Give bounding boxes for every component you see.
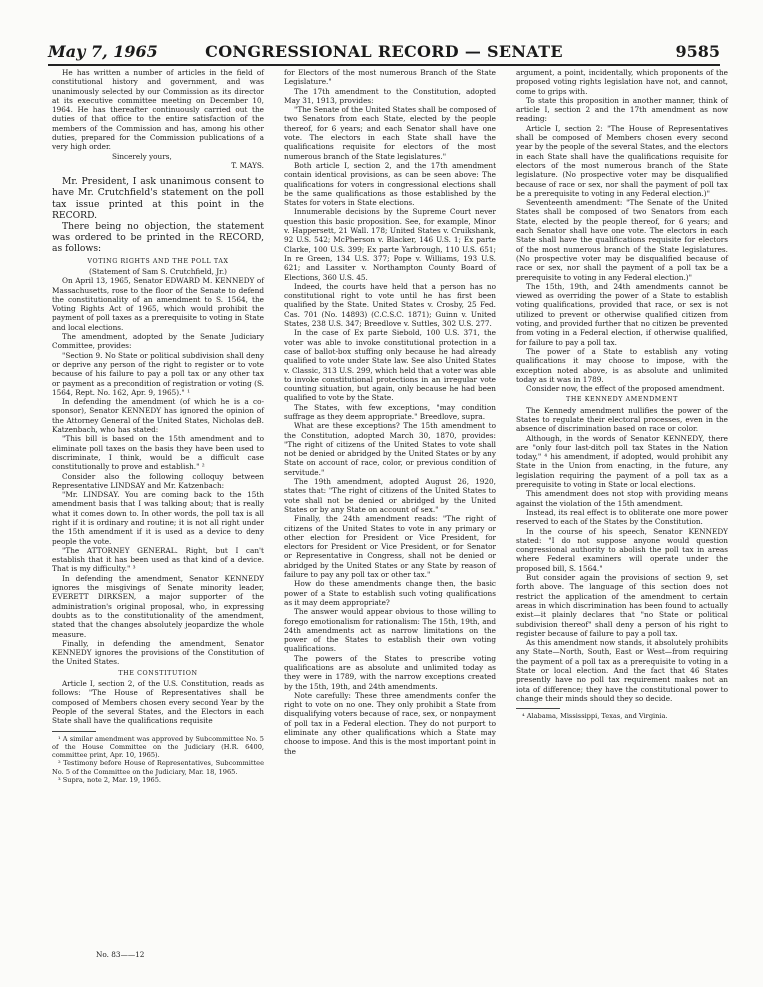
footnote: ² Testimony before House of Representatives, Subcommittee No. 5 of the Committee on the Judiciary, Mar. 18, 1965. bbox=[52, 759, 264, 776]
paragraph: Consider also the following colloquy between Representative LINDSAY and Mr. Katzenbach: bbox=[52, 471, 264, 490]
section-heading: THE KENNEDY AMENDMENT bbox=[566, 396, 678, 404]
footnote-rule bbox=[52, 731, 96, 732]
paragraph: In the course of his speech, Senator KENNEDY stated: "I do not suppose anyone would question congressional authority to abolish the poll tax in areas where Federal examiners will operate under the proposed bill, S. 1564." bbox=[516, 526, 728, 573]
column-1 bbox=[52, 68, 264, 784]
paragraph: Mr. President, I ask unanimous consent to have Mr. Crutchfield's statement on the poll tax issue printed at this point in the RECORD. bbox=[52, 176, 264, 221]
paragraph: Finally, in defending the amendment, Senator KENNEDY ignores the provisions of the Constitution of the United States. bbox=[52, 638, 264, 667]
header-date: May 7, 1965 bbox=[48, 42, 158, 61]
paragraph: Although, in the words of Senator KENNEDY, there are "only four last-ditch poll tax States in the Nation today," ⁴ his amendment, if adopted, would prohibit any State in the Union from enacting, in the future, any legislation requiring the payment of a poll tax as a prerequisite to voting in State or local elections. bbox=[516, 433, 728, 490]
footnote-rule bbox=[516, 708, 560, 709]
paragraph: On April 13, 1965, Senator EDWARD M. KENNEDY of Massachusetts, rose to the floor of the Senate to defend the constitutionality of an amendment to S. 1564, the Voting Rights Act of 1965, which would prohibit the payment of poll taxes as a prerequisite to voting in State and local elections. bbox=[52, 276, 264, 332]
quote: "Section 9. No State or political subdivision shall deny or deprive any person of the right to register or to vote because of his failure to pay a poll tax or any other tax or payment as a precondition of registration or voting (S. 1564, Rept. No. 162, Apr. 9, 1965)." ¹ bbox=[52, 350, 264, 397]
closing: Sincerely yours, bbox=[112, 151, 172, 161]
page-header bbox=[48, 40, 720, 66]
quote: "The ATTORNEY GENERAL. Right, but I can't establish that it has been used as that kind of a device. That is my difficulty." ³ bbox=[52, 545, 264, 574]
issue-slug: No. 83——12 bbox=[96, 950, 145, 959]
paragraph: The answer would appear obvious to those willing to forego emotionalism for rationalism: The 15th, 19th, and 24th amendments act as narrow limitations on the power of the States to establish their own voting qualifications. bbox=[284, 607, 496, 654]
section-heading: VOTING RIGHTS AND THE POLL TAX bbox=[87, 257, 229, 265]
paragraph: How do these amendments change then, the basic power of a State to establish such voting qualifications as it may deem appropriate? bbox=[284, 579, 496, 607]
paragraph: He has written a number of articles in the field of constitutional history and government, and was unanimously selected by our Commission as its director at its executive committee meeting on December 10, 1964. He has thereafter continuously carried out the duties of that office to the entire satisfaction of the members of the Commission and has, among his other duties, prepared for the Commission publications of a very high order. bbox=[52, 68, 264, 152]
paragraph: The power of a State to establish any voting qualifications it may choose to impose, with the exception noted above, is as absolute and unlimited today as it was in 1789. bbox=[516, 346, 728, 384]
paragraph: The 15th, 19th, and 24th amendments cannot be viewed as overriding the power of a State to establish voting qualifications, provided that race, or sex is not utilized to prevent or otherwise qualified citizen from voting, and provided further that no citizen be prevented from voting in a Federal election, if otherwise qualified, for failure to pay a poll tax. bbox=[516, 281, 728, 347]
column-2 bbox=[284, 68, 496, 756]
section-heading: THE CONSTITUTION bbox=[118, 669, 198, 677]
footnote: ⁴ Alabama, Mississippi, Texas, and Virginia. bbox=[522, 712, 668, 721]
quote: "This bill is based on the 15th amendment and to eliminate poll taxes on the basis they have been used to discriminate, I think, would be a difficult case constitutionally to prove and establish." ² bbox=[52, 434, 264, 472]
paragraph: But consider again the provisions of section 9, set forth above. The language of this section does not restrict the application of the amendment to certain areas in which discrimination has been found to actually exist—it plainly declares that "no State or political subdivision thereof" shall deny a person of his right to register because of failure to pay a poll tax. bbox=[516, 573, 728, 638]
paragraph: The 19th amendment, adopted August 26, 1920, states that: "The right of citizens of the United States to vote shall not be denied or abridged by the United States or by any State on account of sex." bbox=[284, 477, 496, 514]
signature: T. MAYS. bbox=[231, 160, 264, 170]
section-subheading: (Statement of Sam S. Crutchfield, Jr.) bbox=[88, 266, 228, 276]
paragraph: for Electors of the most numerous Branch of the State Legislature." bbox=[284, 68, 496, 87]
paragraph: This amendment does not stop with providing means against the violation of the 15th amendment. bbox=[516, 489, 728, 508]
paragraph: argument, a point, incidentally, which proponents of the proposed voting rights legislation have not, and cannot, come to grips with. bbox=[516, 68, 728, 96]
paragraph: In the case of Ex parte Siebold, 100 U.S. 371, the voter was able to invoke constitutional protection in a case of ballot-box stuffing only because he had already qualified to vote under State law. See also United States v. Classic, 313 U.S. 299, which held that a voter was able to invoke constitutional protections in an irregular vote counting situation, but again, only because he had been qualified to vote by the State. bbox=[284, 328, 496, 403]
paragraph: What are these exceptions? The 15th amendment to the Constitution, adopted March 30, 1870, provides: "The right of citizens of the United States to vote shall not be denied or abridged by the United States or by any State on account of race, color, or previous condition of servitude." bbox=[284, 421, 496, 477]
paragraph: In defending the amendment (of which he is a co-sponsor), Senator KENNEDY has ignored the opinion of the Attorney General of the United States, Nicholas deB. Katzenbach, who has stated: bbox=[52, 397, 264, 435]
paragraph: Both article I, section 2, and the 17th amendment contain identical provisions, as can be seen above: The qualifications for voters in congressional elections shall be the same qualifications as those established by the States for voters in State elections. bbox=[284, 160, 496, 208]
paragraph: There being no objection, the statement was ordered to be printed in the RECORD, as follows: bbox=[52, 221, 264, 255]
paragraph: The Kennedy amendment nullifies the power of the States to regulate their electoral processes, even in the absence of discrimination based on race or color. bbox=[516, 405, 728, 434]
paragraph: The 17th amendment to the Constitution, adopted May 31, 1913, provides: bbox=[284, 86, 496, 105]
footnote: ³ Supra, note 2, Mar. 19, 1965. bbox=[58, 776, 162, 785]
header-title: CONGRESSIONAL RECORD — SENATE bbox=[205, 42, 563, 61]
page-number: 9585 bbox=[675, 42, 720, 61]
paragraph: Indeed, the courts have held that a person has no constitutional right to vote until he has first been qualified by the State. United States v. Crosby, 25 Fed. Cas. 701 (No. 14893) (C.C.S.C. 1871); Guinn v. United States, 238 U.S. 347; Breedlove v. Suttles, 302 U.S. 277. bbox=[284, 281, 496, 329]
paragraph: As this amendment now stands, it absolutely prohibits any State—North, South, East or West—from requiring the payment of a poll tax as a prerequisite to voting in a State or local election. And the fact that 46 States presently have no poll tax requirement makes not an iota of difference; they have the constitutional power to change their minds should they so decide. bbox=[516, 638, 728, 703]
column-3 bbox=[516, 68, 728, 720]
paragraph: The amendment, adopted by the Senate Judiciary Committee, provides: bbox=[52, 332, 264, 351]
footnote: ¹ A similar amendment was approved by Subcommittee No. 5 of the House Committee on the Judiciary (H.R. 6400, committee print, Apr. 10, 1965). bbox=[52, 734, 264, 760]
paragraph: Finally, the 24th amendment reads: "The right of citizens of the United States to vote in any primary or other election for President or Vice President, for electors for President or Vice President, or for Senator or Representative in Congress, shall not be denied or abridged by the United States or any State by reason of failure to pay any poll tax or other tax." bbox=[284, 514, 496, 580]
quote: Article I, section 2: "The House of Representatives shall be composed of Members chosen every second year by the people of the several States, and the electors in each State shall have the qualifications requisite for electors of the most numerous branch of the State legislature. (No prospective voter may be disqualified because of race or sex, nor shall the payment of poll tax be a prerequisite to voting in any Federal election.)" bbox=[516, 123, 728, 198]
paragraph: The powers of the States to prescribe voting qualifications are as absolute and unlimited today as they were in 1789, with the narrow exceptions created by the 15th, 19th, and 24th amendments. bbox=[284, 653, 496, 691]
paragraph: In defending the amendment, Senator KENNEDY ignores the misgivings of Senate minority leader, EVERETT DIRKSEN, a major supporter of the administration's original proposal, who, in expressing doubts as to the constitutionality of the amendment, stated that the changes absolutely jeopardize the whole measure. bbox=[52, 573, 264, 639]
paragraph: Article I, section 2, of the U.S. Constitution, reads as follows: "The House of Representatives shall be composed of Members chosen every second Year by the People of the several States, and the Electors in each State shall have the qualifications requisite bbox=[52, 679, 264, 726]
paragraph: Consider now, the effect of the proposed amendment. bbox=[526, 384, 725, 394]
paragraph: To state this proposition in another manner, think of article I, section 2 and the 17th amendment as now reading: bbox=[516, 95, 728, 124]
quote: Seventeenth amendment: "The Senate of the United States shall be composed of two Senators from each State, elected by the people thereof, for 6 years; and each Senator shall have one vote. The electors in each State shall have the qualifications requisite for electors of the most numerous branch of the State legislatures. (No prospective voter may be disqualified because of race or sex, nor shall the payment of a poll tax be a prerequisite to voting in any Federal election.)" bbox=[516, 198, 728, 282]
paragraph: Note carefully: These three amendments confer the right to vote on no one. They only prohibit a State from disqualifying voters because of race, sex, or nonpayment of poll tax in a Federal election. They do not purport to eliminate any other qualifications which a State may choose to impose. And this is the most important point in the bbox=[284, 690, 497, 756]
paragraph: The States, with few exceptions, "may condition suffrage as they deem appropriate." Breedlove, supra. bbox=[284, 402, 496, 421]
quote: "Mr. LINDSAY. You are coming back to the 15th amendment basis that I was talking about; that is really what it comes down to. In other words, the poll tax is all right if it is ordinary and routine; it is not all right under the 15th amendment if it is used as a device to deny people the vote. bbox=[52, 490, 264, 546]
paragraph: Instead, its real effect is to obliterate one more power reserved to each of the States by the Constitution. bbox=[516, 507, 728, 527]
quote: "The Senate of the United States shall be composed of two Senators from each State, elected by the people thereof, for 6 years; and each Senator shall have one vote. The electors in each State shall have the qualifications requisite for electors of the most numerous branch of the State legislatures." bbox=[284, 105, 496, 161]
paragraph: Innumerable decisions by the Supreme Court never question this basic proposition. See, for example, Minor v. Happersett, 21 Wall. 178; United States v. Cruikshank, 92 U.S. 542; McPherson v. Blacker, 146 U.S. 1; Ex parte Clarke, 100 U.S. 399; Ex parte Yarbrough, 110 U.S. 651; In re Green, 134 U.S. 377; Pope v. Williams, 193 U.S. 621; and Lassiter v. Northampton County Board of Elections, 360 U.S. 45. bbox=[284, 207, 496, 282]
